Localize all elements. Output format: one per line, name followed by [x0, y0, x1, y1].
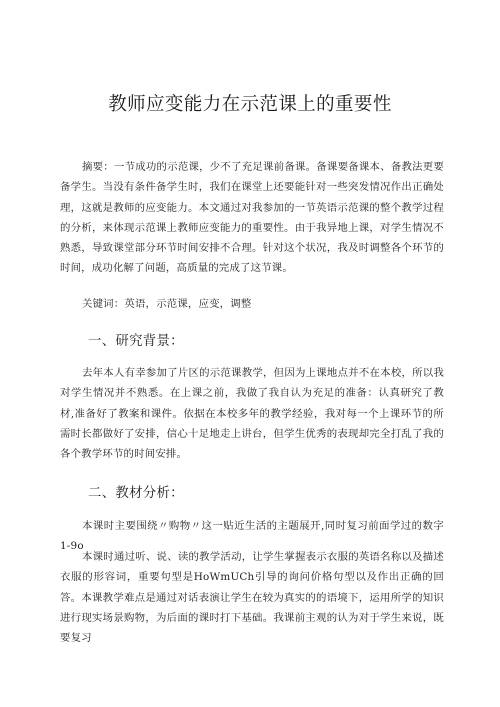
- material-paragraph-2: 本课时通过听、说、读的教学活动，让学生掌握表示衣服的英语名称以及描述衣服的形容词，重要句型是HoWmUCh引导的询问价格句型以及作出正确的回答。本课教学难点是通过对话表演让学生在较为真实的的语境下，运用所学的知识进行现实场景购物，为后面的课时打下基础。我课前主观的认为对于学生来说，既要复习: [60, 551, 444, 645]
- keywords-line: 关键词：英语，示范课，应变，调整: [82, 298, 252, 310]
- document-title: 教师应变能力在示范课上的重要性: [108, 94, 392, 115]
- abstract-paragraph: 摘要：一节成功的示范课，少不了充足课前备课。备课要备课本、备教法更要备学生。当没有条件备学生时，我们在课堂上还要能针对一些突发情况作出正确处理，这就是教师的应变能力。本文通过对我参加的一节英语示范课的整个教学过程的分析，来体现示范课上教师应变能力的重要性。由于我异地上课，对学生情况不熟悉，导致课堂部分环节时间安排不合理。针对这个状况，我及时调整各个环节的时间，成功化解了问题，高质量的完成了这节课。: [60, 161, 444, 275]
- material-paragraph-1: 本课时主要围绕〃购物〃这一贴近生活的主题展开,同时复习前面学过的数字1-9o: [60, 520, 444, 553]
- section-heading-background: 一、研究背景：: [88, 334, 184, 349]
- section-heading-material-analysis: 二、教材分析：: [88, 486, 184, 501]
- background-paragraph: 去年本人有幸参加了片区的示范课教学，但因为上课地点并不在本校，所以我对学生情况并不熟悉。在上课之前，我做了我自认为充足的准备：认真研究了教材,准备好了教案和课件。依据在本校多年的教学经验，我对每一个上课环节的所需时长都做好了安排，信心十足地走上讲台，但学生优秀的表现却完全打乱了我的各个教学环节的时间安排。: [60, 367, 444, 461]
